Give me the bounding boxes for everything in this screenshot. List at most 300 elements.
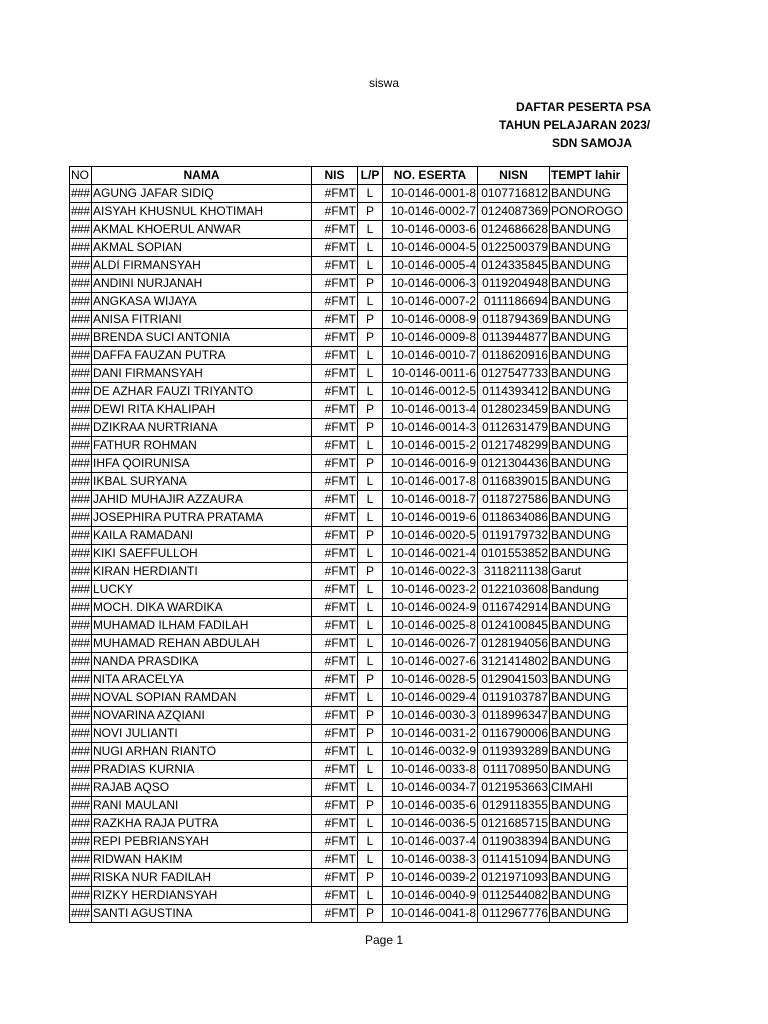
cell-lp: L	[358, 473, 383, 491]
cell-tempat-lahir: BANDUNG	[550, 905, 628, 923]
cell-no-peserta: 10-0146-0003-6	[383, 221, 478, 239]
cell-tempat-lahir: BANDUNG	[550, 725, 628, 743]
table-row	[70, 275, 628, 293]
table-row	[70, 311, 628, 329]
cell-lp: P	[358, 401, 383, 419]
cell-lp: L	[358, 851, 383, 869]
cell-nama: KIKI SAEFFULLOH	[92, 545, 312, 563]
cell-no-peserta: 10-0146-0032-9	[383, 743, 478, 761]
cell-lp: L	[358, 689, 383, 707]
table-row	[70, 203, 628, 221]
cell-no-peserta: 10-0146-0015-2	[383, 437, 478, 455]
table-row	[70, 221, 628, 239]
cell-lp: L	[358, 509, 383, 527]
cell-tempat-lahir: BANDUNG	[550, 509, 628, 527]
cell-no-peserta: 10-0146-0030-3	[383, 707, 478, 725]
cell-no: ###	[70, 743, 92, 761]
cell-lp: L	[358, 761, 383, 779]
cell-nisn: 0121304436	[478, 455, 550, 473]
cell-nisn: 0121953663	[478, 779, 550, 797]
cell-tempat-lahir: BANDUNG	[550, 671, 628, 689]
cell-no-peserta: 10-0146-0006-3	[383, 275, 478, 293]
cell-lp: L	[358, 365, 383, 383]
cell-nisn: 0118620916	[478, 347, 550, 365]
table-row	[70, 581, 628, 599]
cell-nisn: 0122103608	[478, 581, 550, 599]
cell-tempat-lahir: BANDUNG	[550, 707, 628, 725]
cell-lp: P	[358, 563, 383, 581]
table-row	[70, 887, 628, 905]
cell-nis: #FMT	[312, 401, 358, 419]
cell-no-peserta: 10-0146-0004-5	[383, 239, 478, 257]
cell-no: ###	[70, 365, 92, 383]
cell-no: ###	[70, 239, 92, 257]
table-row	[70, 653, 628, 671]
cell-nisn: 0121685715	[478, 815, 550, 833]
cell-nisn: 0124686628	[478, 221, 550, 239]
cell-nama: MUHAMAD ILHAM FADILAH	[92, 617, 312, 635]
cell-tempat-lahir: BANDUNG	[550, 761, 628, 779]
cell-no: ###	[70, 383, 92, 401]
col-header-tempat-lahir: TEMPT lahir	[550, 167, 628, 185]
cell-nama: JAHID MUHAJIR AZZAURA	[92, 491, 312, 509]
cell-lp: L	[358, 491, 383, 509]
table-row	[70, 779, 628, 797]
table-row	[70, 437, 628, 455]
cell-nama: NITA ARACELYA	[92, 671, 312, 689]
cell-nisn: 0112631479	[478, 419, 550, 437]
cell-nama: AGUNG JAFAR SIDIQ	[92, 185, 312, 203]
table-row	[70, 797, 628, 815]
cell-nama: ANISA FITRIANI	[92, 311, 312, 329]
table-row	[70, 329, 628, 347]
table-row	[70, 617, 628, 635]
cell-no: ###	[70, 293, 92, 311]
cell-lp: L	[358, 221, 383, 239]
cell-lp: L	[358, 293, 383, 311]
cell-nis: #FMT	[312, 185, 358, 203]
cell-lp: L	[358, 383, 383, 401]
cell-nis: #FMT	[312, 761, 358, 779]
cell-nama: NUGI ARHAN RIANTO	[92, 743, 312, 761]
cell-no-peserta: 10-0146-0018-7	[383, 491, 478, 509]
cell-nis: #FMT	[312, 725, 358, 743]
table-row	[70, 671, 628, 689]
cell-nisn: 0116742914	[478, 599, 550, 617]
table-header-row	[70, 167, 628, 185]
cell-no: ###	[70, 491, 92, 509]
cell-no-peserta: 10-0146-0013-4	[383, 401, 478, 419]
cell-nisn: 0116790006	[478, 725, 550, 743]
cell-nis: #FMT	[312, 383, 358, 401]
col-header-nisn: NISN	[478, 167, 550, 185]
cell-no-peserta: 10-0146-0021-4	[383, 545, 478, 563]
title-line-3: SDN SAMOJA	[552, 136, 633, 150]
cell-nama: KIRAN HERDIANTI	[92, 563, 312, 581]
table-row	[70, 473, 628, 491]
cell-no-peserta: 10-0146-0001-8	[383, 185, 478, 203]
cell-no-peserta: 10-0146-0039-2	[383, 869, 478, 887]
cell-no: ###	[70, 581, 92, 599]
col-header-lp: L/P	[358, 167, 383, 185]
cell-nis: #FMT	[312, 473, 358, 491]
cell-nisn: 0118727586	[478, 491, 550, 509]
table-row	[70, 455, 628, 473]
cell-nis: #FMT	[312, 365, 358, 383]
cell-nama: ANDINI NURJANAH	[92, 275, 312, 293]
cell-nis: #FMT	[312, 833, 358, 851]
cell-nama: SANTI AGUSTINA	[92, 905, 312, 923]
cell-tempat-lahir: BANDUNG	[550, 419, 628, 437]
cell-no-peserta: 10-0146-0024-9	[383, 599, 478, 617]
cell-nama: DEWI RITA KHALIPAH	[92, 401, 312, 419]
cell-nisn: 0114151094	[478, 851, 550, 869]
cell-nama: ANGKASA WIJAYA	[92, 293, 312, 311]
cell-no: ###	[70, 437, 92, 455]
col-header-nis: NIS	[312, 167, 358, 185]
cell-lp: P	[358, 905, 383, 923]
cell-no-peserta: 10-0146-0008-9	[383, 311, 478, 329]
cell-nis: #FMT	[312, 815, 358, 833]
cell-nisn: 0124335845	[478, 257, 550, 275]
cell-nis: #FMT	[312, 563, 358, 581]
cell-lp: L	[358, 437, 383, 455]
student-table	[69, 166, 628, 923]
cell-no-peserta: 10-0146-0010-7	[383, 347, 478, 365]
cell-no-peserta: 10-0146-0031-2	[383, 725, 478, 743]
cell-no: ###	[70, 527, 92, 545]
cell-nisn: 0101553852	[478, 545, 550, 563]
table-row	[70, 257, 628, 275]
cell-no: ###	[70, 545, 92, 563]
cell-nisn: 0116839015	[478, 473, 550, 491]
cell-lp: L	[358, 581, 383, 599]
cell-no: ###	[70, 221, 92, 239]
cell-no-peserta: 10-0146-0022-3	[383, 563, 478, 581]
cell-nisn: 0111186694	[478, 293, 550, 311]
cell-nisn: 0121971093	[478, 869, 550, 887]
cell-nisn: 0122500379	[478, 239, 550, 257]
table-row	[70, 383, 628, 401]
cell-no-peserta: 10-0146-0025-8	[383, 617, 478, 635]
cell-nama: AKMAL KHOERUL ANWAR	[92, 221, 312, 239]
cell-nisn: 0124100845	[478, 617, 550, 635]
cell-lp: P	[358, 725, 383, 743]
cell-nis: #FMT	[312, 851, 358, 869]
cell-no: ###	[70, 653, 92, 671]
table-row	[70, 905, 628, 923]
table-row	[70, 365, 628, 383]
cell-tempat-lahir: BANDUNG	[550, 797, 628, 815]
cell-no: ###	[70, 833, 92, 851]
cell-lp: L	[358, 545, 383, 563]
cell-no-peserta: 10-0146-0036-5	[383, 815, 478, 833]
table-row	[70, 545, 628, 563]
cell-tempat-lahir: BANDUNG	[550, 887, 628, 905]
cell-lp: P	[358, 419, 383, 437]
cell-lp: P	[358, 275, 383, 293]
cell-tempat-lahir: Bandung	[550, 581, 628, 599]
cell-lp: L	[358, 239, 383, 257]
table-row	[70, 293, 628, 311]
cell-lp: P	[358, 671, 383, 689]
cell-nis: #FMT	[312, 779, 358, 797]
cell-nama: DAFFA FAUZAN PUTRA	[92, 347, 312, 365]
cell-lp: P	[358, 203, 383, 221]
cell-tempat-lahir: BANDUNG	[550, 599, 628, 617]
cell-nisn: 0121748299	[478, 437, 550, 455]
cell-nis: #FMT	[312, 509, 358, 527]
cell-no: ###	[70, 203, 92, 221]
cell-tempat-lahir: BANDUNG	[550, 365, 628, 383]
cell-nama: NOVI JULIANTI	[92, 725, 312, 743]
cell-nama: NANDA PRASDIKA	[92, 653, 312, 671]
cell-no: ###	[70, 707, 92, 725]
cell-nis: #FMT	[312, 455, 358, 473]
cell-tempat-lahir: BANDUNG	[550, 293, 628, 311]
cell-nis: #FMT	[312, 329, 358, 347]
cell-nis: #FMT	[312, 491, 358, 509]
cell-no-peserta: 10-0146-0017-8	[383, 473, 478, 491]
cell-nisn: 0128194056	[478, 635, 550, 653]
table-row	[70, 509, 628, 527]
cell-no: ###	[70, 725, 92, 743]
cell-no: ###	[70, 887, 92, 905]
table-row	[70, 599, 628, 617]
cell-tempat-lahir: BANDUNG	[550, 437, 628, 455]
cell-nama: RIDWAN HAKIM	[92, 851, 312, 869]
cell-nisn: 0129118355	[478, 797, 550, 815]
cell-tempat-lahir: BANDUNG	[550, 743, 628, 761]
cell-lp: P	[358, 797, 383, 815]
table-row	[70, 869, 628, 887]
cell-nis: #FMT	[312, 347, 358, 365]
cell-tempat-lahir: BANDUNG	[550, 311, 628, 329]
cell-nis: #FMT	[312, 527, 358, 545]
table-row	[70, 239, 628, 257]
cell-nama: MUHAMAD REHAN ABDULAH	[92, 635, 312, 653]
cell-no: ###	[70, 455, 92, 473]
cell-no: ###	[70, 275, 92, 293]
cell-no: ###	[70, 311, 92, 329]
cell-nama: ALDI FIRMANSYAH	[92, 257, 312, 275]
cell-nama: RIZKY HERDIANSYAH	[92, 887, 312, 905]
cell-nama: LUCKY	[92, 581, 312, 599]
cell-lp: P	[358, 455, 383, 473]
cell-lp: L	[358, 743, 383, 761]
cell-lp: P	[358, 707, 383, 725]
cell-no: ###	[70, 329, 92, 347]
col-header-no-peserta: NO. ESERTA	[383, 167, 478, 185]
cell-tempat-lahir: BANDUNG	[550, 275, 628, 293]
cell-nama: PRADIAS KURNIA	[92, 761, 312, 779]
cell-no-peserta: 10-0146-0002-7	[383, 203, 478, 221]
cell-tempat-lahir: BANDUNG	[550, 257, 628, 275]
cell-nama: DE AZHAR FAUZI TRIYANTO	[92, 383, 312, 401]
cell-nama: AISYAH KHUSNUL KHOTIMAH	[92, 203, 312, 221]
cell-nis: #FMT	[312, 419, 358, 437]
cell-no-peserta: 10-0146-0005-4	[383, 257, 478, 275]
cell-nis: #FMT	[312, 887, 358, 905]
cell-tempat-lahir: BANDUNG	[550, 329, 628, 347]
cell-tempat-lahir: BANDUNG	[550, 689, 628, 707]
table-row	[70, 743, 628, 761]
cell-tempat-lahir: PONOROGO	[550, 203, 628, 221]
cell-lp: L	[358, 347, 383, 365]
cell-nisn: 0119179732	[478, 527, 550, 545]
cell-nis: #FMT	[312, 239, 358, 257]
cell-nama: RAJAB AQSO	[92, 779, 312, 797]
cell-nisn: 3118211138	[478, 563, 550, 581]
cell-tempat-lahir: BANDUNG	[550, 221, 628, 239]
cell-nisn: 0129041503	[478, 671, 550, 689]
page-number: Page 1	[364, 933, 404, 947]
cell-no: ###	[70, 815, 92, 833]
cell-tempat-lahir: BANDUNG	[550, 401, 628, 419]
cell-no: ###	[70, 689, 92, 707]
cell-nisn: 0107716812	[478, 185, 550, 203]
cell-tempat-lahir: BANDUNG	[550, 491, 628, 509]
cell-nis: #FMT	[312, 599, 358, 617]
table-row	[70, 185, 628, 203]
table-row	[70, 527, 628, 545]
cell-nisn: 0119103787	[478, 689, 550, 707]
cell-tempat-lahir: BANDUNG	[550, 527, 628, 545]
cell-no-peserta: 10-0146-0041-8	[383, 905, 478, 923]
cell-nama: NOVARINA AZQIANI	[92, 707, 312, 725]
cell-no-peserta: 10-0146-0029-4	[383, 689, 478, 707]
cell-nisn: 0124087369	[478, 203, 550, 221]
cell-nis: #FMT	[312, 617, 358, 635]
table-row	[70, 725, 628, 743]
cell-nama: DZIKRAA NURTRIANA	[92, 419, 312, 437]
cell-nis: #FMT	[312, 869, 358, 887]
cell-nis: #FMT	[312, 581, 358, 599]
table-row	[70, 563, 628, 581]
cell-nis: #FMT	[312, 653, 358, 671]
cell-lp: L	[358, 653, 383, 671]
cell-no-peserta: 10-0146-0033-8	[383, 761, 478, 779]
cell-nisn: 0119038394	[478, 833, 550, 851]
cell-lp: L	[358, 599, 383, 617]
cell-nama: RISKA NUR FADILAH	[92, 869, 312, 887]
cell-lp: P	[358, 311, 383, 329]
cell-nisn: 0119393289	[478, 743, 550, 761]
cell-nisn: 0118996347	[478, 707, 550, 725]
cell-nis: #FMT	[312, 437, 358, 455]
cell-no: ###	[70, 473, 92, 491]
cell-lp: L	[358, 185, 383, 203]
cell-no: ###	[70, 869, 92, 887]
title-line-2: TAHUN PELAJARAN 2023/	[499, 118, 651, 132]
cell-tempat-lahir: BANDUNG	[550, 545, 628, 563]
cell-lp: P	[358, 329, 383, 347]
cell-nisn: 0118794369	[478, 311, 550, 329]
cell-no-peserta: 10-0146-0014-3	[383, 419, 478, 437]
cell-nis: #FMT	[312, 797, 358, 815]
cell-no: ###	[70, 779, 92, 797]
cell-no-peserta: 10-0146-0028-5	[383, 671, 478, 689]
cell-nis: #FMT	[312, 275, 358, 293]
cell-no: ###	[70, 671, 92, 689]
table-row	[70, 491, 628, 509]
cell-tempat-lahir: BANDUNG	[550, 617, 628, 635]
cell-nama: IKBAL SURYANA	[92, 473, 312, 491]
cell-no: ###	[70, 419, 92, 437]
cell-nis: #FMT	[312, 293, 358, 311]
cell-nama: JOSEPHIRA PUTRA PRATAMA	[92, 509, 312, 527]
cell-nisn: 0113944877	[478, 329, 550, 347]
table-row	[70, 689, 628, 707]
cell-no: ###	[70, 563, 92, 581]
cell-tempat-lahir: BANDUNG	[550, 815, 628, 833]
cell-lp: L	[358, 887, 383, 905]
cell-nama: REPI PEBRIANSYAH	[92, 833, 312, 851]
cell-nama: NOVAL SOPIAN RAMDAN	[92, 689, 312, 707]
cell-no-peserta: 10-0146-0035-6	[383, 797, 478, 815]
cell-nis: #FMT	[312, 635, 358, 653]
cell-no: ###	[70, 509, 92, 527]
cell-tempat-lahir: BANDUNG	[550, 635, 628, 653]
cell-tempat-lahir: BANDUNG	[550, 185, 628, 203]
cell-nis: #FMT	[312, 905, 358, 923]
cell-nama: BRENDA SUCI ANTONIA	[92, 329, 312, 347]
cell-nama: KAILA RAMADANI	[92, 527, 312, 545]
cell-nama: DANI FIRMANSYAH	[92, 365, 312, 383]
cell-no-peserta: 10-0146-0016-9	[383, 455, 478, 473]
col-header-nama: NAMA	[92, 167, 312, 185]
cell-no: ###	[70, 257, 92, 275]
cell-no: ###	[70, 635, 92, 653]
title-line-1: DAFTAR PESERTA PSA	[516, 100, 652, 114]
cell-tempat-lahir: BANDUNG	[550, 455, 628, 473]
cell-no: ###	[70, 797, 92, 815]
table-row	[70, 815, 628, 833]
cell-nisn: 3121414802	[478, 653, 550, 671]
cell-nama: RAZKHA RAJA PUTRA	[92, 815, 312, 833]
cell-nama: FATHUR ROHMAN	[92, 437, 312, 455]
cell-tempat-lahir: BANDUNG	[550, 869, 628, 887]
cell-nisn: 0112967776	[478, 905, 550, 923]
cell-no-peserta: 10-0146-0026-7	[383, 635, 478, 653]
table-row	[70, 635, 628, 653]
cell-no-peserta: 10-0146-0023-2	[383, 581, 478, 599]
cell-no: ###	[70, 401, 92, 419]
cell-no-peserta: 10-0146-0040-9	[383, 887, 478, 905]
cell-nis: #FMT	[312, 221, 358, 239]
cell-no-peserta: 10-0146-0012-5	[383, 383, 478, 401]
table-row	[70, 347, 628, 365]
cell-nis: #FMT	[312, 545, 358, 563]
cell-lp: P	[358, 869, 383, 887]
cell-lp: L	[358, 635, 383, 653]
cell-no: ###	[70, 617, 92, 635]
cell-no-peserta: 10-0146-0007-2	[383, 293, 478, 311]
cell-tempat-lahir: BANDUNG	[550, 383, 628, 401]
cell-no-peserta: 10-0146-0019-6	[383, 509, 478, 527]
cell-lp: L	[358, 833, 383, 851]
cell-nisn: 0128023459	[478, 401, 550, 419]
cell-nama: IHFA QOIRUNISA	[92, 455, 312, 473]
cell-nisn: 0118634086	[478, 509, 550, 527]
table-row	[70, 833, 628, 851]
cell-lp: L	[358, 617, 383, 635]
table-row	[70, 707, 628, 725]
cell-lp: L	[358, 779, 383, 797]
cell-no-peserta: 10-0146-0009-8	[383, 329, 478, 347]
cell-nis: #FMT	[312, 707, 358, 725]
cell-tempat-lahir: BANDUNG	[550, 239, 628, 257]
